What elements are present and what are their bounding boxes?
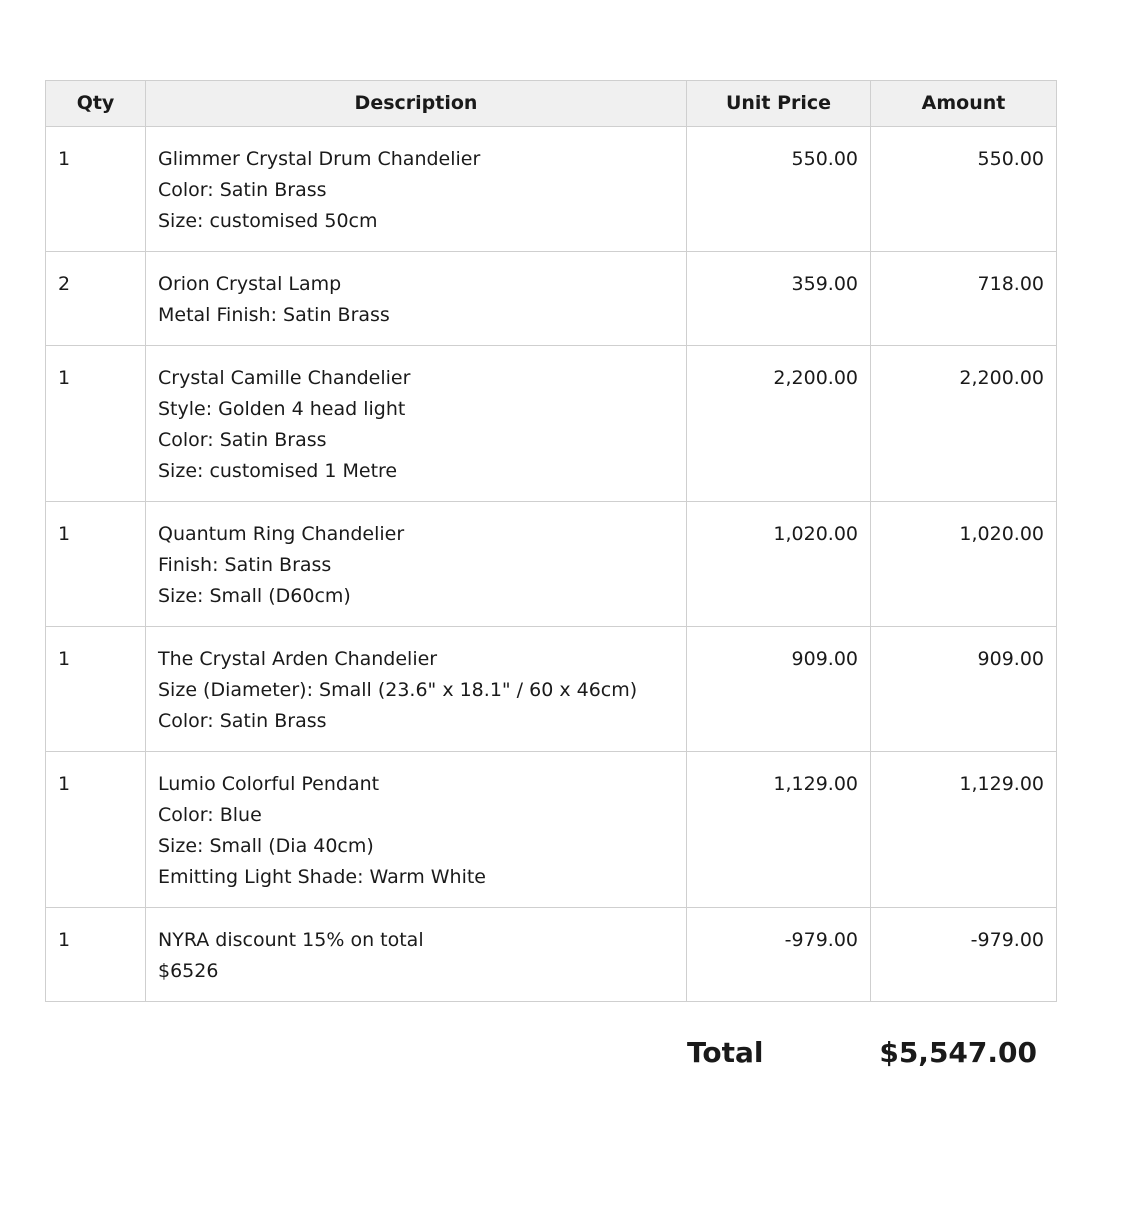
description-line: The Crystal Arden Chandelier xyxy=(158,648,438,670)
table-row xyxy=(46,127,1057,252)
description-cell xyxy=(146,908,687,1002)
description-cell xyxy=(146,627,687,752)
qty-cell: 1 xyxy=(46,502,146,627)
description-cell xyxy=(146,252,687,346)
qty-cell: 1 xyxy=(46,346,146,502)
description-line: Color: Satin Brass xyxy=(158,710,327,732)
total-label: Total xyxy=(687,1036,764,1069)
unit-price-cell: 359.00 xyxy=(687,252,871,346)
line-items-table xyxy=(45,80,1057,1002)
description-line: Orion Crystal Lamp xyxy=(158,273,342,295)
qty-cell: 1 xyxy=(46,908,146,1002)
total-value: $5,547.00 xyxy=(879,1036,1037,1069)
description-line: Lumio Colorful Pendant xyxy=(158,773,380,795)
header-unit-price: Unit Price xyxy=(687,81,871,127)
description-line: Size: Small (D60cm) xyxy=(158,585,351,607)
qty-cell: 1 xyxy=(46,627,146,752)
amount-cell: 550.00 xyxy=(871,127,1057,252)
total-summary xyxy=(687,1036,1037,1076)
unit-price-cell: 550.00 xyxy=(687,127,871,252)
description-line: $6526 xyxy=(158,960,219,982)
table-header xyxy=(46,81,1057,127)
table-row xyxy=(46,908,1057,1002)
amount-cell: 2,200.00 xyxy=(871,346,1057,502)
amount-cell: 1,020.00 xyxy=(871,502,1057,627)
amount-cell: -979.00 xyxy=(871,908,1057,1002)
description-line: Color: Satin Brass xyxy=(158,429,327,451)
table-row xyxy=(46,627,1057,752)
description-line: Size (Diameter): Small (23.6" x 18.1" / 60 x 46cm) xyxy=(158,679,638,701)
table-row xyxy=(46,502,1057,627)
qty-cell: 2 xyxy=(46,252,146,346)
header-row xyxy=(46,81,1057,127)
table-row xyxy=(46,346,1057,502)
description-cell xyxy=(146,127,687,252)
description-cell xyxy=(146,502,687,627)
description-line: Glimmer Crystal Drum Chandelier xyxy=(158,148,481,170)
amount-cell: 718.00 xyxy=(871,252,1057,346)
description-line: Metal Finish: Satin Brass xyxy=(158,304,390,326)
table-body xyxy=(46,127,1057,1002)
description-line: Size: Small (Dia 40cm) xyxy=(158,835,374,857)
description-line: Finish: Satin Brass xyxy=(158,554,332,576)
header-amount: Amount xyxy=(871,81,1057,127)
description-line: Style: Golden 4 head light xyxy=(158,398,406,420)
description-line: Color: Blue xyxy=(158,804,262,826)
amount-cell: 909.00 xyxy=(871,627,1057,752)
description-line: Emitting Light Shade: Warm White xyxy=(158,866,486,888)
unit-price-cell: -979.00 xyxy=(687,908,871,1002)
description-line: NYRA discount 15% on total xyxy=(158,929,424,951)
table-row xyxy=(46,252,1057,346)
description-line: Crystal Camille Chandelier xyxy=(158,367,411,389)
unit-price-cell: 1,129.00 xyxy=(687,752,871,908)
unit-price-cell: 2,200.00 xyxy=(687,346,871,502)
table-row xyxy=(46,752,1057,908)
qty-cell: 1 xyxy=(46,127,146,252)
header-qty: Qty xyxy=(46,81,146,127)
unit-price-cell: 1,020.00 xyxy=(687,502,871,627)
description-cell xyxy=(146,346,687,502)
description-line: Color: Satin Brass xyxy=(158,179,327,201)
header-description: Description xyxy=(146,81,687,127)
qty-cell: 1 xyxy=(46,752,146,908)
description-line: Size: customised 50cm xyxy=(158,210,378,232)
description-line: Quantum Ring Chandelier xyxy=(158,523,405,545)
amount-cell: 1,129.00 xyxy=(871,752,1057,908)
description-line: Size: customised 1 Metre xyxy=(158,460,398,482)
unit-price-cell: 909.00 xyxy=(687,627,871,752)
description-cell xyxy=(146,752,687,908)
